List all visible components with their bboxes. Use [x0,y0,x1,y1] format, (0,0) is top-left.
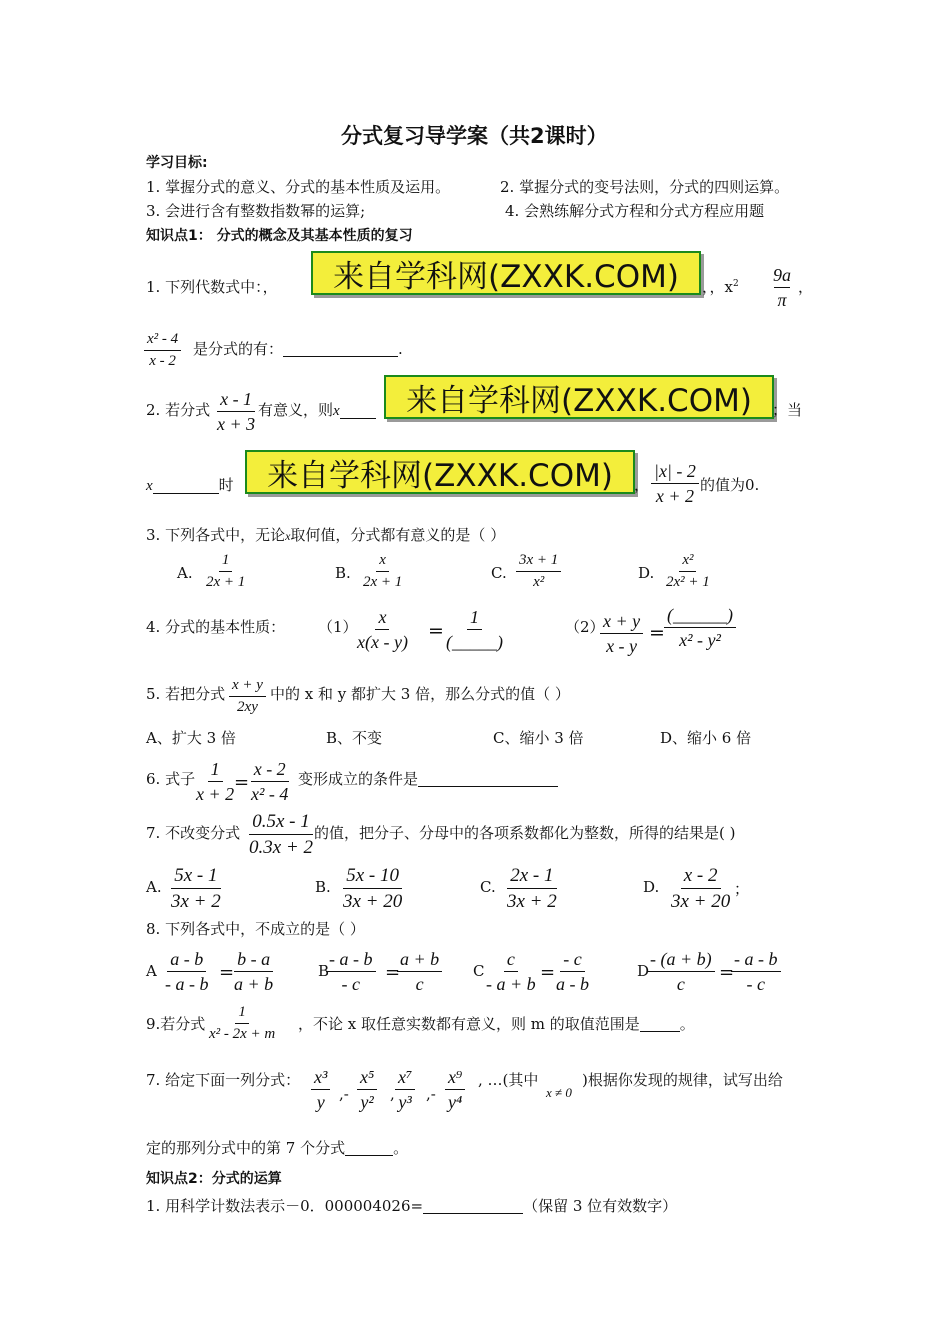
q6-right-fraction: $\frac{x - 2}{\text{x² - 4}}$ [251,759,289,804]
q10-text-c: )根据你发现的规律，试写出给 [582,1071,783,1089]
q10-term-3: $\frac{\text{x⁷}}{\text{y³}}$ [395,1068,415,1111]
q3-option-c-label: C. [491,564,507,582]
q4-equals-1: = [428,620,444,642]
q8-option-c-left: $\frac{c}{- a + b}$ [486,949,536,994]
q8-option-a-label: A [146,962,157,980]
q5-option-c: C、缩小 3 倍 [493,729,584,747]
q7-lead: 7. 不改变分式 [146,824,241,842]
q1-comma: ， [798,278,814,296]
q8-option-d-label: D [637,962,650,980]
q7-text: 的值，把分子、分母中的各项系数都化为整数，所得的结果是( ) [314,824,736,842]
goal-4: 4. 会熟练解分式方程和分式方程应用题 [505,202,765,220]
q5-option-d: D、缩小 6 倍 [660,729,752,747]
q4-part2-label: （2） [565,618,605,636]
q7-option-c: $\frac{2x - 1}{3x + 2}$ [507,865,557,912]
q2-fraction: $\frac{x - 1}{x + 3}$ [217,389,256,434]
q8-equals: = [219,962,235,983]
watermark-text: 来自学科网(ZXXK.COM) [333,258,679,295]
q1-tail: 是分式的有： . [193,340,403,358]
q8-option-a-left: $\frac{a - b}{- a - b}$ [165,949,209,994]
q10-lead: 7. 给定下面一列分式： [146,1071,301,1089]
q5-lead: 5. 若把分式 [146,685,226,703]
q4-part1-left: $\frac{x}{x(x - y)}$ [357,607,408,652]
q2-semicolon: ；当 [772,401,803,419]
goal-2: 2. 掌握分式的变号法则，分式的四则运算。 [500,178,790,196]
q6-text: 变形成立的条件是 [298,772,558,787]
q4-part1-label: （1） [318,618,358,636]
watermark-banner: 来自学科网(ZXXK.COM) [245,450,635,494]
q5-option-a: A、扩大 3 倍 [146,729,236,747]
q4-equals-2: = [649,622,665,644]
q1-mid: ，，$x^2$ [702,278,739,296]
q10-term-1: $\frac{\text{x³}}{y}$ [311,1068,330,1111]
q1-fraction-x2-4: $\frac{\text{x² - 4}}{x - 2}$ [144,332,181,369]
q1-lead: 1. 下列代数式中：， [146,278,278,296]
q9-lead: 9.若分式 [146,1015,206,1033]
q8-equals: = [385,962,401,983]
q10-sep-3: ,- [426,1085,436,1103]
q2-abs-fraction: $\frac{|x| - 2}{x + 2}$ [651,462,699,505]
q1-fraction-9a-pi: $\frac{9a}{\pi}$ [773,265,791,310]
q8-stem: 8. 下列各式中，不成立的是（ ） [146,920,365,938]
q8-option-c-label: C [473,962,485,980]
q4-part2-left: $\frac{x + y}{x - y}$ [600,612,643,655]
q2-text-b: x 时 [146,476,234,494]
q8-option-d-left: $\frac{- (a + b)}{c}$ [647,950,715,993]
q8-option-b-label: B [318,962,330,980]
q3-option-b: $\frac{x}{2x + 1}$ [363,552,403,590]
q7-fraction: $\frac{0.5x - 1}{0.3x + 2}$ [249,811,314,858]
q8-equals: = [719,962,735,983]
q4-stem: 4. 分式的基本性质： [146,618,286,636]
q2-text-a: 有意义，则x [258,403,376,419]
watermark-banner: 来自学科网(ZXXK.COM) [384,375,774,419]
q8-option-c-right: $\frac{- c}{a - b}$ [556,949,589,994]
q4-part1-right: 1 (_____) [446,607,503,652]
q7-option-d-label: D. [643,878,660,896]
q3-option-b-label: B. [335,564,351,582]
q10-condition: x ≠ 0 [546,1085,572,1100]
q9-text: ，不论 x 取任意实数都有意义，则 m 的取值范围是 。 [298,1015,695,1033]
q6-left-fraction: $\frac{1}{x + 2}$ [196,759,235,804]
q9-fraction: $\frac{1}{\text{x² - 2x + m}}$ [209,1004,276,1042]
q3-option-d: $\frac{\text{x²}}{\text{2x² + 1}}$ [666,552,710,590]
q5-text: 中的 x 和 y 都扩大 3 倍，那么分式的值（ ） [270,685,570,703]
q7-option-b-label: B. [315,878,331,896]
q7-option-a-label: A. [146,878,162,896]
q2-lead: 2. 若分式 [146,401,211,419]
q7-option-b: $\frac{5x - 10}{3x + 20}$ [343,865,403,912]
goals-heading: 学习目标: [146,155,208,171]
q10-sep-1: ,- [339,1085,349,1103]
q2-comma: ， [634,476,650,494]
q11: 1. 用科学计数法表示－0．000004026= （保留 3 位有效数字） [146,1197,678,1215]
q10-term-2: $\frac{\text{x⁵}}{\text{y²}}$ [357,1068,377,1111]
q10-line-2: 定的那列分式中的第 7 个分式 。 [146,1139,409,1157]
page-title: 分式复习导学案（共2课时） [341,124,608,148]
q10-term-4: $\frac{\text{x⁹}}{\text{y⁴}}$ [445,1068,465,1111]
q8-equals: = [540,962,556,983]
q3-option-a-label: A. [177,564,193,582]
q10-text-b: , …(其中 [478,1071,539,1089]
goal-3: 3. 会进行含有整数指数幂的运算; [146,202,366,220]
q4-part2-right: (______) x² - y² [664,606,736,649]
q8-option-b-right: $\frac{a + b}{c}$ [397,950,442,993]
q8-option-a-right: $\frac{b - a}{a + b}$ [234,949,274,994]
knowledge-point-2: 知识点2：分式的运算 [146,1171,282,1187]
goal-1: 1. 掌握分式的意义、分式的基本性质及运用。 [146,178,451,196]
q7-option-c-label: C. [480,878,496,896]
q3-option-d-label: D. [638,564,655,582]
q8-option-b-left: $\frac{- a - b}{- c}$ [326,950,376,993]
q7-semicolon: ； [734,880,750,898]
q7-option-a: $\frac{5x - 1}{3x + 2}$ [171,865,221,912]
q2-text-d: 的值为0. [700,476,760,494]
q10-sep-2: , [390,1085,395,1103]
q8-option-d-right: $\frac{- a - b}{- c}$ [731,950,781,993]
watermark-banner [311,251,701,295]
q3-option-a: $\frac{1}{2x + 1}$ [206,552,246,590]
q6-lead: 6. 式子 [146,770,196,788]
q5-fraction: $\frac{x + y}{2xy}$ [229,678,266,715]
q3-option-c: $\frac{3x + 1}{\text{x²}}$ [516,553,561,590]
q3-stem: 3. 下列各式中，无论x取何值，分式都有意义的是（ ） [146,526,506,544]
q7-option-d: $\frac{x - 2}{3x + 20}$ [671,865,731,912]
q5-option-b: B、不变 [326,729,383,747]
q6-equals: = [234,772,250,793]
knowledge-point-1: 知识点1： 分式的概念及其基本性质的复习 [146,228,413,244]
